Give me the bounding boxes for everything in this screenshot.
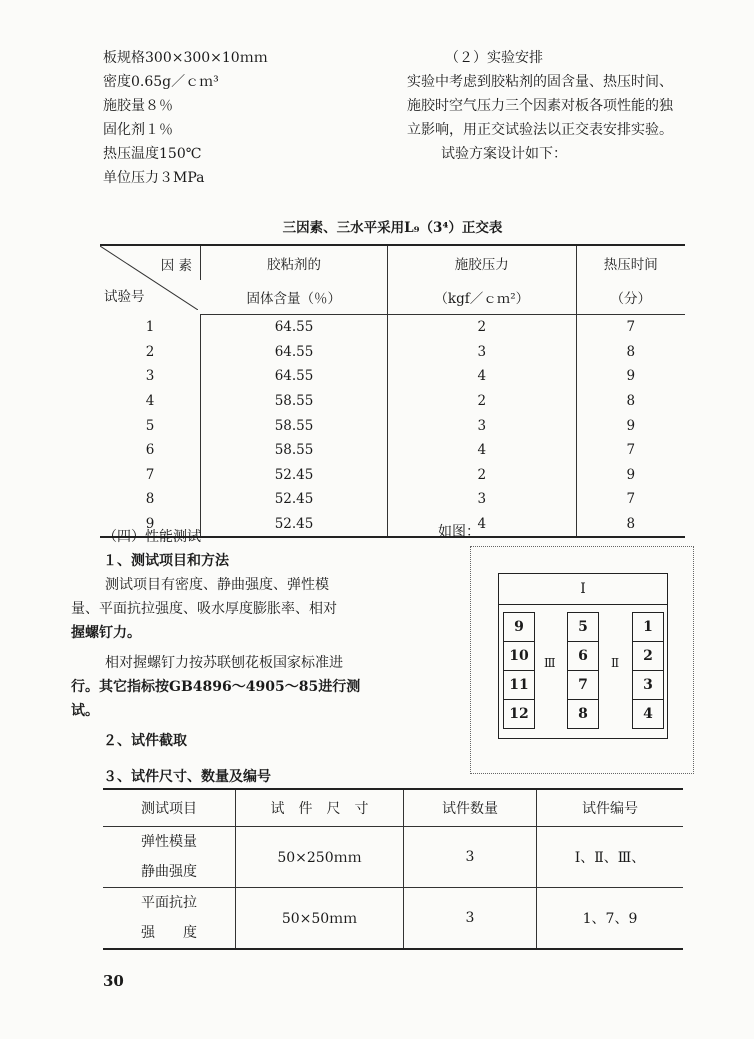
table-row	[100, 389, 685, 414]
table-row	[100, 487, 685, 512]
press-time: 7	[576, 487, 685, 512]
specimen-ids: 1、7、9	[537, 888, 684, 950]
solid-content: 52.45	[201, 487, 388, 512]
header-press-time-unit: （分）	[576, 280, 685, 315]
param-temperature: 热压温度150℃	[103, 146, 202, 162]
header-test-item: 测试项目	[103, 789, 236, 827]
specimen-size: 50×50ｍｍ	[236, 888, 404, 950]
specimen-count: 3	[404, 827, 537, 888]
performance-test-section	[71, 525, 383, 789]
press-time: 9	[576, 463, 685, 488]
subsection-sampling: ２、试件截取	[103, 733, 187, 749]
specimen-ids: Ⅰ、Ⅱ、Ⅲ、	[537, 827, 684, 888]
table-row	[100, 413, 685, 438]
param-glue: 施胶量８％	[103, 98, 173, 114]
experiment-arrangement	[407, 46, 673, 166]
subsection-test-items: １、测试项目和方法	[103, 553, 229, 569]
press-time: 8	[576, 512, 685, 538]
diagram-cell: 8	[567, 699, 599, 729]
table-row	[100, 315, 685, 340]
diagram-cell: 5	[567, 612, 599, 642]
table-row	[100, 340, 685, 365]
trial-no: 3	[145, 368, 155, 385]
orthogonal-table-caption: 三因素、三水平采用L₉（3⁴）正交表	[282, 220, 503, 236]
param-curing: 固化剂１％	[103, 122, 173, 138]
header-solid-content-unit: 固体含量（％）	[201, 280, 388, 315]
diagram-top-strip: Ⅰ	[499, 574, 667, 605]
arrangement-line: 实验中考虑到胶粘剂的固含量、热压时间、	[407, 74, 673, 90]
diagram-right-column	[632, 612, 664, 732]
test-item-line: 静曲强度	[141, 864, 197, 880]
glue-pressure: 3	[388, 487, 576, 512]
header-glue-pressure: 施胶压力	[388, 245, 576, 280]
diagram-cell: 9	[503, 612, 535, 642]
header-press-time: 热压时间	[576, 245, 685, 280]
paragraph-line: 相对握螺钉力按苏联刨花板国家标准进	[105, 655, 343, 671]
page-number: 30	[103, 972, 124, 990]
glue-pressure: 4	[388, 364, 576, 389]
table-row	[100, 438, 685, 463]
test-item-line: 弹性模量	[141, 834, 197, 850]
diagram-cell: 10	[503, 641, 535, 671]
test-item	[103, 827, 236, 888]
press-time: 9	[576, 413, 685, 438]
param-density: 密度0.65g／ｃｍ³	[103, 74, 219, 90]
paragraph-line: 测试项目有密度、静曲强度、弹性模	[105, 577, 329, 593]
subsection-specimen: ３、试件尺寸、数量及编号	[103, 769, 271, 785]
trial-no: 9	[100, 512, 201, 538]
solid-content: 64.55	[201, 364, 388, 389]
diagram-cell: 3	[632, 670, 664, 700]
solid-content: 58.55	[201, 389, 388, 414]
test-item-line: 强 度	[141, 925, 197, 941]
diagram-cell: 2	[632, 641, 664, 671]
header-ids: 试件编号	[537, 789, 684, 827]
orthogonal-table	[100, 244, 685, 538]
diagram-cell: 6	[567, 641, 599, 671]
table-row	[103, 888, 683, 950]
corner-trial-label: 试验号	[104, 288, 145, 305]
paragraph-line: 行。其它指标按GB4896～4905～85进行测	[71, 679, 361, 695]
diagram-cell: 11	[503, 670, 535, 700]
solid-content: 64.55	[201, 340, 388, 365]
orthogonal-table-block	[100, 216, 685, 538]
specimen-size: 50×250ｍｍ	[236, 827, 404, 888]
press-time: 7	[576, 438, 685, 463]
table-row	[100, 364, 685, 389]
specimen-table	[103, 788, 683, 950]
glue-pressure: 2	[388, 463, 576, 488]
press-time: 8	[576, 389, 685, 414]
glue-pressure: 4	[388, 438, 576, 463]
glue-pressure: 3	[388, 340, 576, 365]
paragraph-line: 试。	[71, 703, 99, 719]
paragraph-line: 量、平面抗拉强度、吸水厚度膨胀率、相对	[71, 601, 337, 617]
solid-content: 52.45	[201, 512, 388, 538]
header-count: 试件数量	[404, 789, 537, 827]
table-corner-cell	[100, 245, 201, 315]
trial-no: 1	[145, 319, 155, 336]
header-size: 试 件 尺 寸	[236, 789, 404, 827]
diagram-roman-left: Ⅲ	[544, 656, 556, 670]
arrangement-line: 施胶时空气压力三个因素对板各项性能的独	[407, 98, 673, 114]
param-pressure: 单位压力３MPa	[103, 170, 205, 186]
test-item	[103, 888, 236, 950]
glue-pressure: 4	[388, 512, 576, 538]
diagram-middle-column	[567, 612, 599, 732]
parameter-list	[103, 46, 268, 190]
diagram-roman-right: Ⅱ	[611, 656, 620, 670]
test-item-line: 平面抗拉	[141, 895, 197, 911]
param-board-spec: 板规格300×300×10ｍｍ	[103, 50, 268, 66]
trial-no: 4	[145, 393, 155, 410]
diagram-left-column	[503, 612, 535, 732]
arrangement-line: 试验方案设计如下：	[441, 146, 567, 162]
trial-no: 6	[145, 442, 155, 459]
arrangement-line: 立影响，用正交试验法以正交表安排实验。	[407, 122, 673, 138]
table-row	[103, 827, 683, 888]
sampling-diagram	[498, 573, 668, 739]
table-row	[100, 463, 685, 488]
diagram-cell: 4	[632, 699, 664, 729]
trial-no: 8	[145, 491, 155, 508]
solid-content: 64.55	[201, 315, 388, 340]
trial-no: 5	[145, 417, 155, 434]
press-time: 8	[576, 340, 685, 365]
header-solid-content: 胶粘剂的	[201, 245, 388, 280]
section-heading: （四）性能测试	[103, 529, 201, 545]
press-time: 9	[576, 364, 685, 389]
solid-content: 52.45	[201, 463, 388, 488]
solid-content: 58.55	[201, 438, 388, 463]
diagram-cell: 7	[567, 670, 599, 700]
trial-no: 7	[145, 466, 155, 483]
corner-factor-label: 因 素	[160, 258, 192, 274]
diagram-cell: 12	[503, 699, 535, 729]
press-time: 7	[576, 315, 685, 340]
glue-pressure: 3	[388, 413, 576, 438]
arrangement-heading: （２）实验安排	[445, 50, 543, 66]
specimen-count: 3	[404, 888, 537, 950]
trial-no: 2	[145, 343, 155, 360]
header-glue-pressure-unit: （kgf／ｃｍ²）	[388, 280, 576, 315]
diagram-cell: 1	[632, 612, 664, 642]
diagram-label: 如图：	[438, 524, 480, 540]
glue-pressure: 2	[388, 315, 576, 340]
paragraph-line: 握螺钉力。	[71, 625, 141, 641]
solid-content: 58.55	[201, 413, 388, 438]
glue-pressure: 2	[388, 389, 576, 414]
